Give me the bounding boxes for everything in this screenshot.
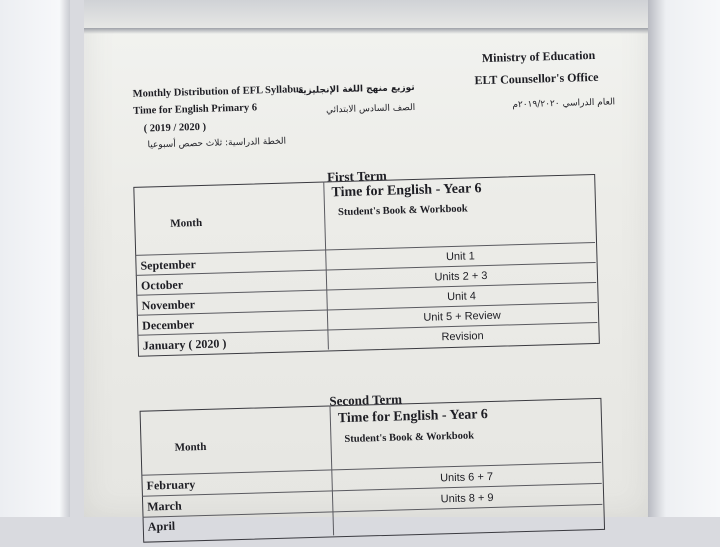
table-row-month: December bbox=[141, 317, 195, 333]
table-row-units: Unit 5 + Review bbox=[423, 309, 501, 324]
table-row-units: Unit 4 bbox=[446, 290, 477, 304]
first-term-subtitle: Time for English - Year 6 bbox=[331, 181, 482, 201]
table-row-units: Unit 1 bbox=[445, 250, 475, 264]
second-term-books: Student's Book & Workbook bbox=[344, 430, 475, 446]
first-term-month-header: Month bbox=[170, 216, 203, 230]
table-row-month: February bbox=[146, 477, 196, 493]
table-row-units: Units 8 + 9 bbox=[440, 491, 494, 506]
first-term-books: Student's Book & Workbook bbox=[337, 203, 468, 219]
arabic-school-year: العام الدراسي ٢٠١٩/٢٠٢٠م bbox=[512, 97, 616, 111]
table-row-month: March bbox=[147, 498, 182, 514]
course-title: Time for English Primary 6 bbox=[133, 102, 258, 117]
ministry-name: Ministry of Education bbox=[481, 47, 596, 66]
second-term-subtitle: Time for English - Year 6 bbox=[337, 407, 489, 427]
arabic-syllabus-title: توزيع منهج اللغة الإنجليزية bbox=[297, 82, 415, 97]
second-term-month-header: Month bbox=[174, 440, 207, 454]
arabic-plan: الخطة الدراسية: ثلاث حصص أسبوعيا bbox=[147, 136, 287, 151]
table-row-units: Revision bbox=[441, 330, 484, 344]
table-row-month: October bbox=[140, 277, 184, 293]
arabic-grade: الصف السادس الابتدائي bbox=[325, 102, 416, 116]
syllabus-title: Monthly Distribution of EFL Syllabus bbox=[132, 84, 304, 100]
table-row-month: January ( 2020 ) bbox=[142, 336, 227, 353]
office-name: ELT Counsellor's Office bbox=[474, 69, 599, 88]
school-year: ( 2019 / 2020 ) bbox=[143, 121, 207, 135]
table-row-units: Units 6 + 7 bbox=[439, 470, 494, 485]
table-row-month: November bbox=[141, 297, 196, 313]
table-row-month: September bbox=[140, 257, 197, 273]
first-term-title: First Term bbox=[326, 167, 387, 185]
table-row-month: April bbox=[147, 518, 176, 534]
table-row-units: Units 2 + 3 bbox=[434, 270, 488, 284]
second-term-title: Second Term bbox=[329, 391, 403, 409]
